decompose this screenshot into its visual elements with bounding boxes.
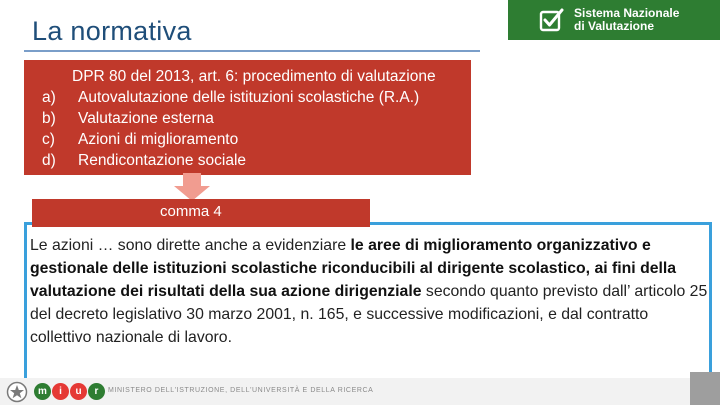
list-item — [42, 150, 419, 171]
list-marker: b) — [42, 110, 56, 127]
article-text-intro: Le azioni … sono dirette anche a evidenziare — [30, 237, 351, 254]
procedure-list — [42, 87, 419, 171]
list-item-text: Autovalutazione delle istituzioni scolastiche (R.A.) — [78, 89, 420, 106]
logo-letter: r — [88, 383, 105, 400]
logo-letter: i — [52, 383, 69, 400]
article-text — [30, 234, 710, 349]
corner-block — [690, 372, 720, 405]
list-marker: a) — [42, 89, 56, 106]
brand-name — [574, 7, 679, 33]
list-item-text: Valutazione esterna — [78, 110, 214, 127]
article-text-bold: le aree di miglioramento organizzativo e gestionale delle istituzioni scolastiche riconducibili al dirigente scolastico, ai fini della valutazione dei risultati della sua azione dirigenziale — [30, 237, 677, 300]
list-item-text: Rendicontazione sociale — [78, 152, 247, 169]
title-divider — [24, 50, 480, 52]
list-marker: c) — [42, 131, 55, 148]
article-text-end: secondo quanto previsto dall’ articolo 25 del decreto legislativo 30 marzo 2001, n. 165, e successive modificazioni, e dal contratto collettivo nazionale di lavoro. — [30, 283, 708, 346]
list-item — [42, 129, 419, 150]
list-item-text: Azioni di miglioramento — [78, 131, 239, 148]
list-item — [42, 87, 419, 108]
procedure-heading: DPR 80 del 2013, art. 6: procedimento di valutazione — [72, 68, 436, 85]
page-title: La normativa — [32, 16, 192, 46]
comma-label-tab — [32, 199, 370, 227]
miur-logo — [34, 383, 106, 400]
brand-banner — [508, 0, 720, 40]
brand-line-2: di Valutazione — [574, 19, 655, 33]
brand-line-1: Sistema Nazionale — [574, 6, 680, 20]
comma-label: comma 4 — [160, 203, 222, 220]
checkbox-check-icon — [538, 7, 564, 33]
ministry-name: MINISTERO DELL'ISTRUZIONE, DELL'UNIVERSITÀ E DELLA RICERCA — [108, 387, 374, 394]
list-marker: d) — [42, 152, 56, 169]
down-arrow-icon — [172, 173, 212, 201]
procedure-box — [24, 60, 471, 175]
logo-letter: u — [70, 383, 87, 400]
republic-emblem-icon — [6, 381, 28, 403]
logo-letter: m — [34, 383, 51, 400]
list-item — [42, 108, 419, 129]
